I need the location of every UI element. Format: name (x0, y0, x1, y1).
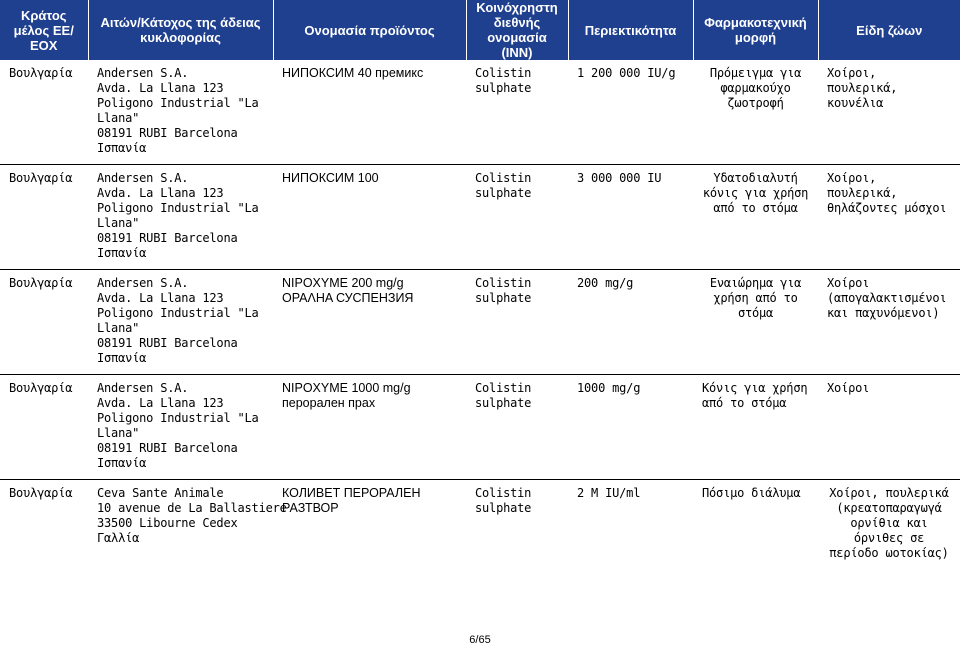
cell-product-name: НИПОКСИМ 100 (273, 165, 466, 270)
holder-line: Avda. La Llana 123 (97, 291, 224, 305)
inn-line: Colistin (475, 486, 532, 500)
holder-line: Andersen S.A. (97, 276, 189, 290)
holder-line: 08191 RUBI Barcelona (97, 231, 238, 245)
cell-species: Χοίροι, πουλερικά, κουνέλια (818, 60, 960, 165)
holder-line: Poligono Industrial "La (97, 411, 259, 425)
holder-line: 08191 RUBI Barcelona (97, 336, 238, 350)
header-inn: Κοινόχρηστη διεθνής ονομασία (INN) (466, 0, 568, 60)
cell-strength: 2 M IU/ml (577, 486, 641, 500)
holder-line: 08191 RUBI Barcelona (97, 441, 238, 455)
page-number: 6/65 (469, 634, 491, 646)
cell-form: Κόνις για χρήση από το στόμα (693, 375, 818, 480)
cell-form: Πρόμειγμα για φαρμακούχο ζωοτροφή (693, 60, 818, 165)
cell-product-name: НИПОКСИМ 40 премикс (273, 60, 466, 165)
cell-species: Χοίροι (818, 375, 960, 480)
cell-form: Εναιώρημα για χρήση από το στόμα (693, 270, 818, 375)
header-strength: Περιεκτικότητα (568, 0, 693, 60)
cell-member-state: Βουλγαρία (9, 486, 73, 500)
inn-line: Colistin (475, 381, 532, 395)
cell-strength: 1 200 000 IU/g (568, 60, 693, 165)
holder-line: Andersen S.A. (97, 381, 189, 395)
holder-line: Llana" (97, 111, 140, 125)
table-row (0, 165, 960, 270)
cell-form: Υδατοδιαλυτή κόνις για χρήση από το στόμα (693, 165, 818, 270)
inn-line: Colistin (475, 276, 532, 290)
holder-line: Ισπανία (97, 246, 147, 260)
holder-line: Ceva Sante Animale (97, 486, 224, 500)
holder-line: Ισπανία (97, 141, 147, 155)
cell-strength: 3 000 000 IU (568, 165, 693, 270)
cell-holder (88, 165, 273, 270)
holder-line: Poligono Industrial "La (97, 96, 259, 110)
table-row (0, 480, 960, 570)
inn-line: sulphate (475, 501, 532, 515)
cell-product-name: NIPOXYME 1000 mg/g перорален прах (273, 375, 466, 480)
table-body (0, 60, 960, 569)
holder-line: Andersen S.A. (97, 66, 189, 80)
inn-line: sulphate (475, 186, 532, 200)
cell-product-name: КОЛИВЕТ ПЕРОРАЛЕН РАЗТВОР (282, 486, 421, 515)
header-holder: Αιτών/Κάτοχος της άδειας κυκλοφορίας (88, 0, 273, 60)
holder-line: Ισπανία (97, 351, 147, 365)
header-species: Είδη ζώων (818, 0, 960, 60)
holder-line: Ισπανία (97, 456, 147, 470)
cell-species: Χοίροι (απογαλακτισμένοι και παχυνόμενοι) (818, 270, 960, 375)
cell-holder (88, 270, 273, 375)
table-row (0, 270, 960, 375)
holder-line: 33500 Libourne Cedex (97, 516, 238, 530)
header-row (0, 0, 960, 60)
cell-inn (466, 375, 568, 480)
holder-line: 10 avenue de La Ballastiere (97, 501, 287, 515)
header-member-state: Κράτος μέλος ΕΕ/ΕΟΧ (0, 0, 88, 60)
inn-line: sulphate (475, 81, 532, 95)
holder-line: Poligono Industrial "La (97, 201, 259, 215)
table-header (0, 0, 960, 60)
cell-member-state: Βουλγαρία (0, 270, 88, 375)
cell-holder (88, 60, 273, 165)
cell-species: Χοίροι, πουλερικά, θηλάζοντες μόσχοι (818, 165, 960, 270)
holder-line: Llana" (97, 426, 140, 440)
cell-strength: 200 mg/g (568, 270, 693, 375)
cell-member-state: Βουλγαρία (0, 60, 88, 165)
cell-inn (466, 480, 568, 570)
holder-line: Andersen S.A. (97, 171, 189, 185)
cell-holder (88, 375, 273, 480)
header-product-name: Ονομασία προϊόντος (273, 0, 466, 60)
cell-species: Χοίροι, πουλερικά (κρεατοπαραγωγά ορνίθια και όρνιθες σε περίοδο ωοτοκίας) (829, 486, 949, 560)
holder-line: Llana" (97, 321, 140, 335)
inn-line: Colistin (475, 171, 532, 185)
cell-member-state: Βουλγαρία (0, 375, 88, 480)
cell-inn (466, 60, 568, 165)
holder-line: Llana" (97, 216, 140, 230)
holder-line: 08191 RUBI Barcelona (97, 126, 238, 140)
table-row (0, 375, 960, 480)
cell-strength: 1000 mg/g (568, 375, 693, 480)
inn-line: sulphate (475, 396, 532, 410)
holder-line: Avda. La Llana 123 (97, 396, 224, 410)
holder-line: Γαλλία (97, 531, 140, 545)
cell-form: Πόσιμο διάλυμα (702, 486, 801, 500)
holder-line: Poligono Industrial "La (97, 306, 259, 320)
inn-line: sulphate (475, 291, 532, 305)
cell-product-name: NIPOXYME 200 mg/g ΟΡΑΛΗΑ СУСПЕНЗИЯ (273, 270, 466, 375)
cell-inn (466, 165, 568, 270)
table-row (0, 60, 960, 165)
cell-holder (88, 480, 287, 570)
inn-line: Colistin (475, 66, 532, 80)
holder-line: Avda. La Llana 123 (97, 81, 224, 95)
holder-line: Avda. La Llana 123 (97, 186, 224, 200)
cell-inn (466, 270, 568, 375)
cell-member-state: Βουλγαρία (0, 165, 88, 270)
header-form: Φαρμακοτεχνική μορφή (693, 0, 818, 60)
